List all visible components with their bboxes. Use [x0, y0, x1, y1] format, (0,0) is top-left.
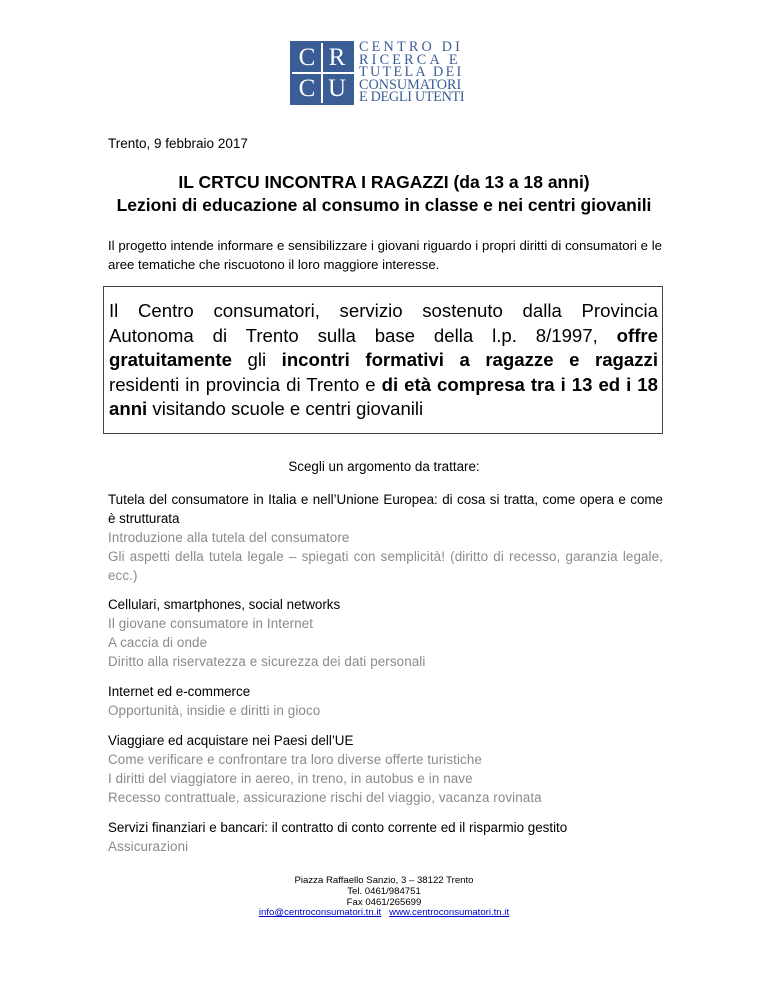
- topic-mobile-social: [108, 595, 663, 671]
- email-link[interactable]: info@centroconsumatori.tn.it: [258, 907, 382, 919]
- topic-title: Cellulari, smartphones, social networks: [108, 597, 341, 612]
- topic-financial-services: [108, 818, 663, 856]
- document-date: Trento, 9 febbraio 2017: [108, 136, 248, 151]
- highlight-box: [103, 286, 663, 434]
- topic-subitem: Recesso contrattuale, assicurazione rischi del viaggio, vacanza rovinata: [108, 790, 542, 805]
- logo-emblem: [290, 41, 354, 105]
- logo-line: CENTRO DI: [359, 39, 464, 55]
- highlight-text-part: gli: [231, 349, 282, 371]
- topic-title: Viaggiare ed acquistare nei Paesi dell’UE: [108, 733, 354, 748]
- topic-subitem: Assicurazioni: [108, 839, 189, 854]
- website-link[interactable]: www.centroconsumatori.tn.it: [389, 907, 510, 919]
- topic-subitem: Opportunità, insidie e diritti in gioco: [108, 703, 321, 718]
- logo-wordmark: [359, 41, 464, 104]
- crtcu-logo: [290, 41, 470, 105]
- topic-subitem: Gli aspetti della tutela legale – spiegati con semplicità! (diritto di recesso, garanzia legale, ecc.): [108, 549, 663, 583]
- logo-line: RICERCA E: [359, 51, 461, 68]
- topic-title: Tutela del consumatore in Italia e nell’Unione Europea: di cosa si tratta, come opera e come è strutturata: [108, 492, 663, 526]
- highlight-text-part: residenti in provincia di Trento e: [109, 373, 382, 395]
- footer-fax: Fax 0461/265699: [346, 896, 422, 908]
- logo-letter-c2: C: [298, 75, 316, 102]
- logo-line: TUTELA DEI: [359, 64, 464, 81]
- highlight-text: [109, 299, 658, 422]
- logo-letter-c1: C: [298, 44, 316, 71]
- topic-consumer-protection: [108, 490, 663, 585]
- logo-line: CONSUMATORI: [359, 76, 462, 93]
- footer-address: Piazza Raffaello Sanzio, 3 – 38122 Trento: [294, 875, 474, 886]
- topic-travel-eu: [108, 731, 663, 807]
- logo-letter-r: R: [328, 44, 346, 71]
- topic-internet-ecommerce: [108, 682, 663, 720]
- highlight-bold-part: di età compresa tra i 13 ed i 18 anni: [109, 373, 658, 420]
- topic-subitem: I diritti del viaggiatore in aereo, in treno, in autobus e in nave: [108, 771, 473, 786]
- highlight-text-part: visitando scuole e centri giovanili: [147, 398, 424, 420]
- document-subtitle: Lezioni di educazione al consumo in classe e nei centri giovanili: [116, 195, 652, 215]
- document-title: IL CRTCU INCONTRA I RAGAZZI (da 13 a 18 anni): [178, 172, 590, 192]
- topic-title: Servizi finanziari e bancari: il contratto di conto corrente ed il risparmio gestito: [108, 820, 568, 835]
- topic-subitem: A caccia di onde: [108, 635, 208, 650]
- logo-cross-vertical: [321, 43, 323, 103]
- logo-letter-u: U: [327, 75, 347, 102]
- topic-subitem: Diritto alla riservatezza e sicurezza dei dati personali: [108, 654, 426, 669]
- footer-phone: Tel. 0461/984751: [347, 885, 421, 897]
- highlight-text-part: Il Centro consumatori, servizio sostenuto dalla Provincia Autonoma di Trento sulla base della l.p. 8/1997,: [109, 300, 658, 346]
- intro-paragraph: Il progetto intende informare e sensibilizzare i giovani riguardo i propri diritti di consumatori e le aree tematiche che riscuotono il loro maggiore interesse.: [108, 238, 662, 272]
- topic-subitem: Il giovane consumatore in Internet: [108, 616, 314, 631]
- topic-subitem: Come verificare e confrontare tra loro diverse offerte turistiche: [108, 752, 482, 767]
- page-footer: [0, 876, 768, 919]
- highlight-bold-part: offre gratuitamente: [109, 324, 658, 371]
- highlight-bold-part: incontri formativi a ragazze e ragazzi: [281, 349, 658, 371]
- footer-links: [0, 908, 768, 919]
- topic-title: Internet ed e-commerce: [108, 684, 251, 699]
- logo-cross-horizontal: [292, 72, 360, 74]
- topics-heading: Scegli un argomento da trattare:: [288, 459, 480, 474]
- logo-line: E DEGLI UTENTI: [359, 89, 465, 106]
- topic-subitem: Introduzione alla tutela del consumatore: [108, 530, 350, 545]
